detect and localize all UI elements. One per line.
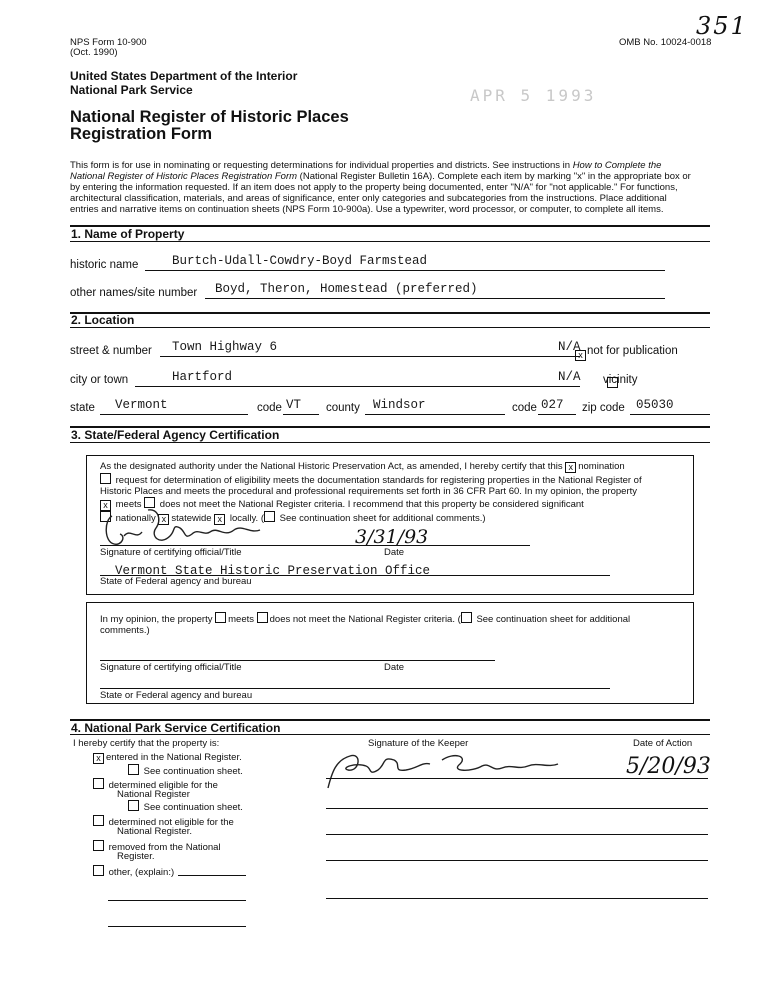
option-entered-continuation: See continuation sheet. xyxy=(128,764,243,777)
date-of-action-label: Date of Action xyxy=(633,738,693,749)
locally-checkbox[interactable]: x xyxy=(214,514,225,525)
agency-label-2: State or Federal agency and bureau xyxy=(100,690,253,701)
option-eligible: determined eligible for the xyxy=(93,778,218,791)
section3-underline xyxy=(70,442,710,443)
eligible-checkbox[interactable] xyxy=(93,778,104,789)
city-value[interactable]: Hartford xyxy=(172,370,233,384)
keeper-line-5 xyxy=(326,898,708,899)
section4-title: 4. National Park Service Certification xyxy=(71,721,281,735)
state-line xyxy=(100,414,248,415)
street-value[interactable]: Town Highway 6 xyxy=(172,340,278,354)
option-eligible-line2: National Register xyxy=(117,789,190,800)
keeper-line-3 xyxy=(326,834,708,835)
signature-line-1 xyxy=(100,545,530,546)
entered-continuation-checkbox[interactable] xyxy=(128,764,139,775)
section2-underline xyxy=(70,327,710,328)
historic-name-line xyxy=(145,270,665,271)
service-name: National Park Service xyxy=(70,83,193,97)
certification-text: As the designated authority under the National Historic Preservation Act, as amended, I hereby certify that this x nomination request for determination of eligibility meets the documentation standards for registering properties in the National Register of Historic Places and meets the procedural and professional requirements set forth in 36 CFR Part 60. In my opinion, the property x meets does not meet the National Register criteria. I recommend that this property be considered significant nationally x statewide x locally. ( See continuation sheet for additional comments.) xyxy=(100,461,642,524)
street-label: street & number xyxy=(70,345,152,357)
date-label-2: Date xyxy=(384,662,405,673)
statewide-checkbox[interactable]: x xyxy=(158,514,169,525)
section2-title: 2. Location xyxy=(71,313,135,327)
section3-title: 3. State/Federal Agency Certification xyxy=(71,428,280,442)
form-date: (Oct. 1990) xyxy=(70,47,118,58)
agency-label-1: State of Federal agency and bureau xyxy=(100,576,252,587)
state-code-label: code xyxy=(257,402,282,414)
other-names-line xyxy=(205,298,665,299)
nomination-checkbox[interactable]: x xyxy=(565,462,576,473)
street-na: N/A xyxy=(558,340,581,354)
county-label: county xyxy=(326,402,360,414)
entered-checkbox[interactable]: x xyxy=(93,753,104,764)
opinion-meets-checkbox[interactable] xyxy=(215,612,226,623)
signature-line-2 xyxy=(100,660,495,661)
omb-number: OMB No. 10024-0018 xyxy=(619,37,712,48)
request-checkbox[interactable] xyxy=(100,473,111,484)
option-eligible-continuation: See continuation sheet. xyxy=(128,800,243,813)
instructions: This form is for use in nominating or requesting determinations for individual properties and districts. See instructions in How to Complete the National Register of Historic Places Registration Form (National Register Bulletin 16A). Complete each item by marking "x" in the appropriate box or by entering the information requested. If an item does not apply to the property being documented, enter "N/A" for "not applicable." For functions, architectural classification, materials, and areas of significance, enter only categories and subcategories from the instructions. Place additional entries and narrative items on continuation sheets (NPS Form 10-900a). Use a typewriter, word processor, or computer, to complete all items. xyxy=(70,160,691,215)
agency-line-2 xyxy=(100,688,610,689)
not-eligible-checkbox[interactable] xyxy=(93,815,104,826)
section2-rule xyxy=(70,312,710,314)
county-value[interactable]: Windsor xyxy=(373,398,426,412)
certification-date-value: 3/31/93 xyxy=(355,526,429,548)
zip-value[interactable]: 05030 xyxy=(636,398,674,412)
city-na: N/A xyxy=(558,370,581,384)
agency-value[interactable]: Vermont State Historic Preservation Office xyxy=(115,564,431,578)
form-title-line2: Registration Form xyxy=(70,125,213,143)
other-explain-line xyxy=(178,875,246,876)
not-for-publication-label: not for publication xyxy=(587,345,678,357)
form-number: NPS Form 10-900 xyxy=(70,37,147,48)
keeper-line-4 xyxy=(326,860,708,861)
option-other: other, (explain:) xyxy=(93,865,174,878)
keeper-signature xyxy=(322,742,562,794)
other-checkbox[interactable] xyxy=(93,865,104,876)
section1-title: 1. Name of Property xyxy=(71,227,185,241)
state-label: state xyxy=(70,402,95,414)
option-not-eligible: determined not eligible for the xyxy=(93,815,234,828)
option-removed-line2: Register. xyxy=(117,851,155,862)
state-value[interactable]: Vermont xyxy=(115,398,168,412)
page-number-handwritten: 351 xyxy=(696,12,748,40)
department-name: United States Department of the Interior xyxy=(70,69,298,83)
opinion-continuation-checkbox[interactable] xyxy=(461,612,472,623)
certifying-official-signature xyxy=(100,506,280,550)
section4-underline xyxy=(70,734,710,735)
date-label-1: Date xyxy=(384,547,405,558)
not-for-publication-checkbox[interactable]: x xyxy=(575,350,586,361)
other-line-2 xyxy=(108,900,246,901)
other-line-3 xyxy=(108,926,246,927)
signature-label-1: Signature of certifying official/Title xyxy=(100,547,242,558)
zip-line xyxy=(630,414,710,415)
keeper-line-1 xyxy=(326,778,708,779)
state-code-line xyxy=(283,414,319,415)
zip-label: zip code xyxy=(582,402,625,414)
meets-checkbox[interactable]: x xyxy=(100,500,111,511)
other-names-label: other names/site number xyxy=(70,287,198,299)
signature-label-2: Signature of certifying official/Title xyxy=(100,662,242,673)
eligible-continuation-checkbox[interactable] xyxy=(128,800,139,811)
keeper-line-2 xyxy=(326,808,708,809)
other-names-value[interactable]: Boyd, Theron, Homestead (preferred) xyxy=(215,282,478,296)
date-of-action-value: 5/20/93 xyxy=(626,754,711,779)
opinion-text: In my opinion, the property meets does not meet the National Register criteria. ( See continuation sheet for additional comments.) xyxy=(100,614,631,636)
section1-underline xyxy=(70,241,710,242)
form-title-line1: National Register of Historic Places xyxy=(70,108,349,126)
keeper-intro: I hereby certify that the property is: xyxy=(73,738,220,749)
city-label: city or town xyxy=(70,374,129,386)
removed-checkbox[interactable] xyxy=(93,840,104,851)
option-not-eligible-line2: National Register. xyxy=(117,826,192,837)
county-code-line xyxy=(538,414,576,415)
received-stamp: APR 5 1993 xyxy=(470,86,597,105)
county-code-value[interactable]: 027 xyxy=(541,398,564,412)
option-removed: removed from the National xyxy=(93,840,221,853)
state-code-value[interactable]: VT xyxy=(286,398,302,412)
vicinity-label: vicinity xyxy=(603,374,638,386)
city-line xyxy=(135,386,580,387)
historic-name-label: historic name xyxy=(70,259,139,271)
option-entered: x entered in the National Register. xyxy=(93,752,242,764)
county-line xyxy=(365,414,505,415)
street-line xyxy=(160,356,580,357)
county-code-label: code xyxy=(512,402,537,414)
keeper-signature-label: Signature of the Keeper xyxy=(368,738,469,749)
opinion-does-not-meet-checkbox[interactable] xyxy=(257,612,268,623)
historic-name-value[interactable]: Burtch-Udall-Cowdry-Boyd Farmstead xyxy=(172,254,428,268)
